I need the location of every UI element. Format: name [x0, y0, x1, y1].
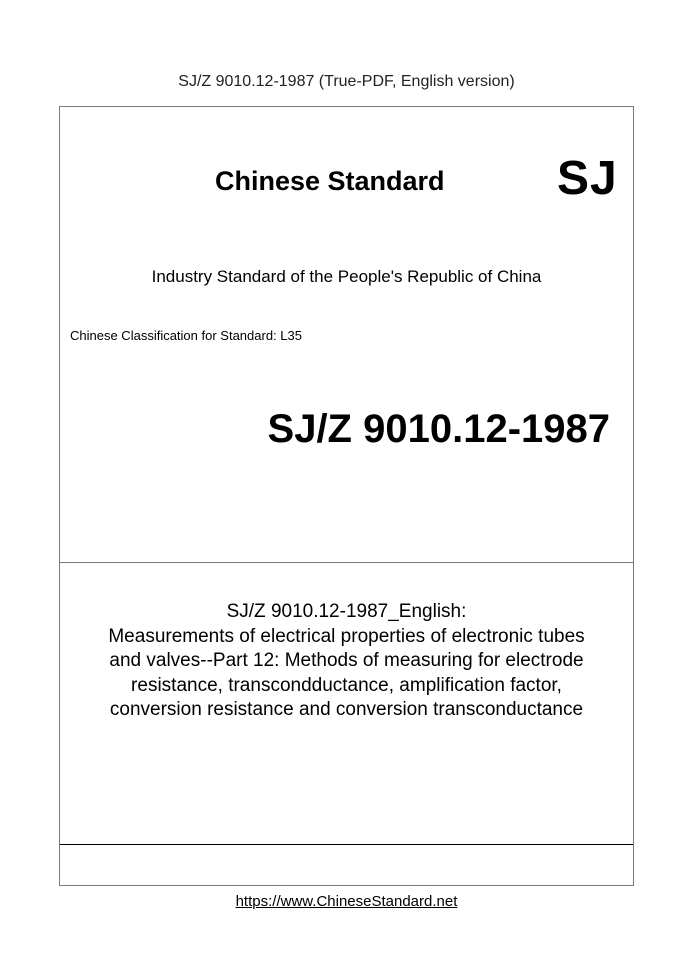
cover-frame: [59, 106, 634, 886]
title-line: resistance, transcondductance, amplification factor,: [131, 674, 562, 696]
cover-bottom-box: [60, 844, 633, 886]
cover-heading: Chinese Standard: [215, 166, 445, 196]
classification-label: Chinese Classification for Standard: L35: [70, 328, 302, 343]
cover-title-section: [60, 562, 633, 844]
page-header: SJ/Z 9010.12-1987 (True-PDF, English version): [178, 73, 515, 90]
standard-number: SJ/Z 9010.12-1987: [267, 407, 610, 451]
title-line: Measurements of electrical properties of electronic tubes: [108, 625, 585, 647]
website-link[interactable]: https://www.ChineseStandard.net: [235, 893, 458, 910]
title-line: SJ/Z 9010.12-1987_English:: [226, 601, 467, 622]
sj-logo: SJ: [557, 152, 618, 205]
document-title: [60, 600, 633, 723]
footer: [0, 892, 693, 912]
title-line: and valves--Part 12: Methods of measuring for electrode: [109, 650, 584, 671]
cover-top-section: [60, 107, 633, 563]
title-line: conversion resistance and conversion transconductance: [109, 699, 584, 720]
industry-standard-line: Industry Standard of the People's Republic of China: [151, 267, 542, 286]
